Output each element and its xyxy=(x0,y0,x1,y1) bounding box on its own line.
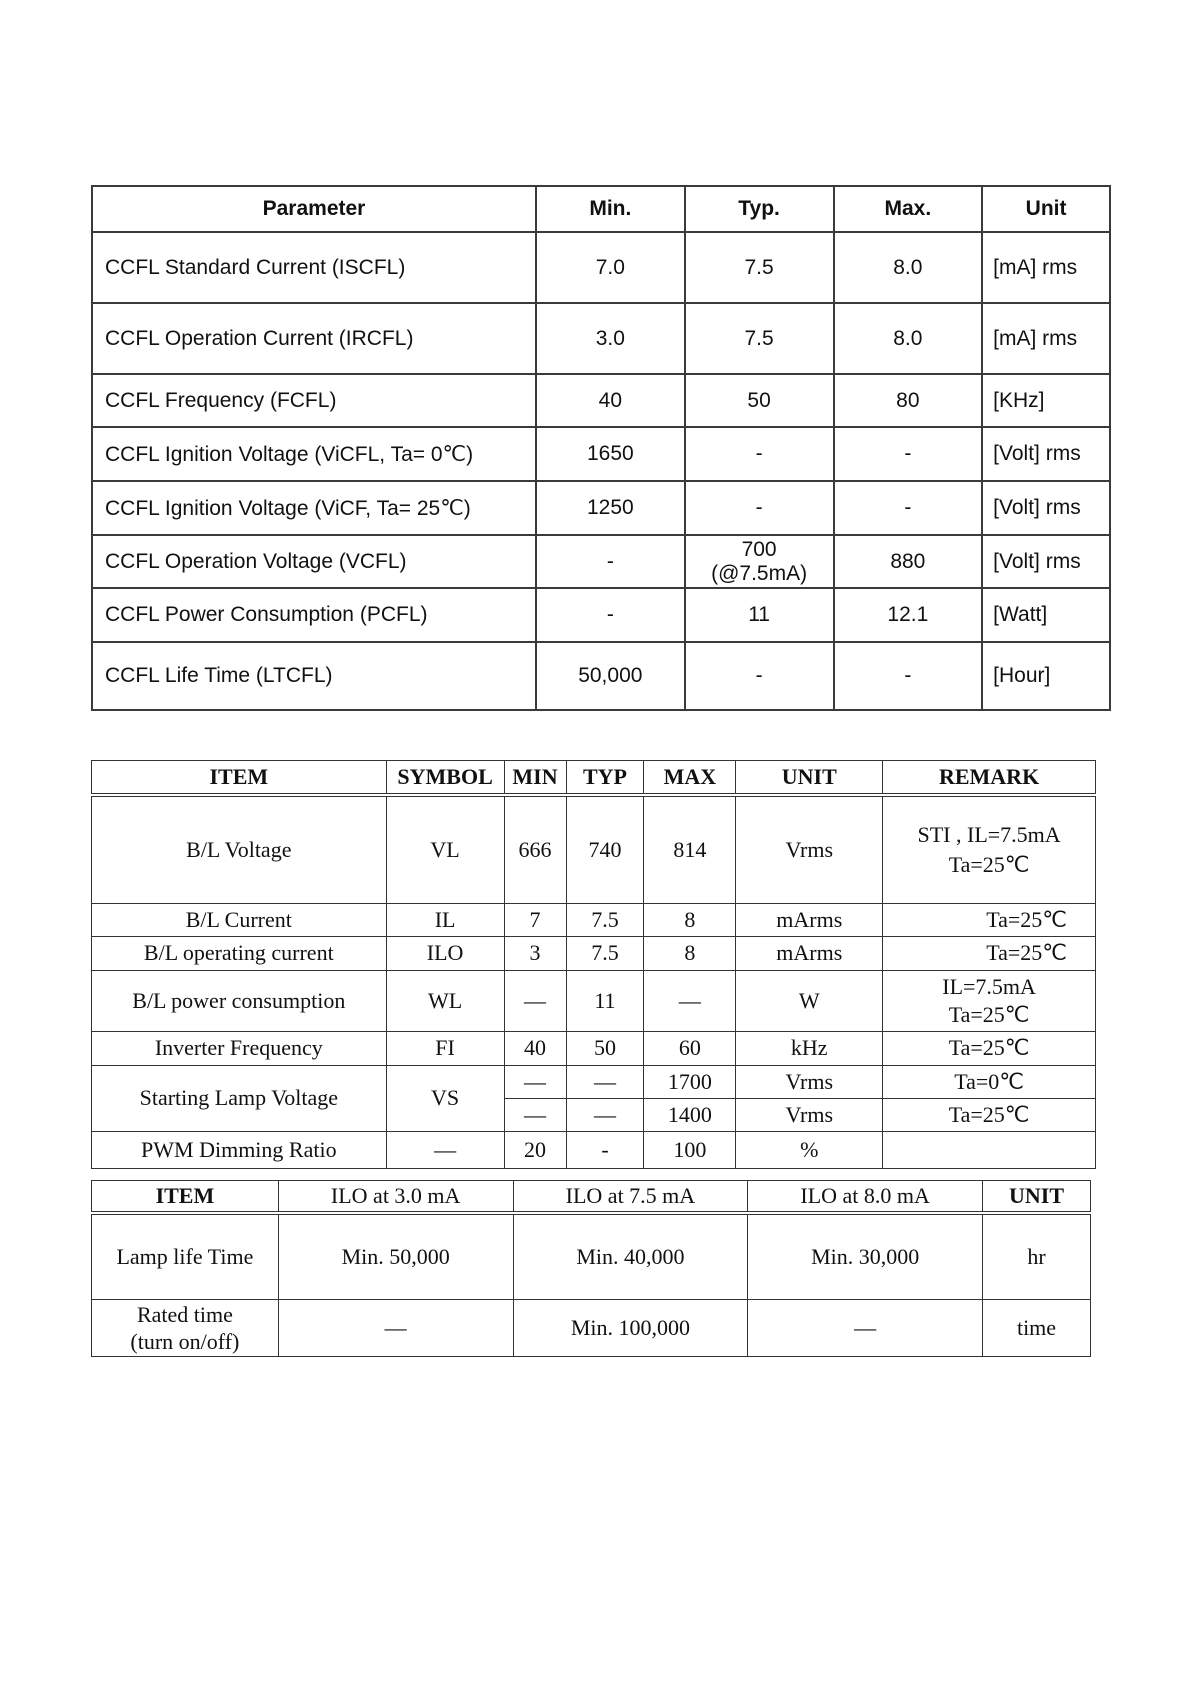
param-cell: CCFL Ignition Voltage (ViCFL, Ta= 0℃) xyxy=(92,427,536,481)
typ-cell: 740 xyxy=(566,795,644,903)
header-item: ITEM xyxy=(92,761,387,796)
header-ilo-8: ILO at 8.0 mA xyxy=(748,1181,983,1214)
header-unit: Unit xyxy=(982,186,1110,232)
header-remark: REMARK xyxy=(883,761,1096,796)
param-cell: CCFL Standard Current (ISCFL) xyxy=(92,232,536,303)
max-cell: 8 xyxy=(644,903,736,936)
header-max: MAX xyxy=(644,761,736,796)
param-cell: CCFL Operation Voltage (VCFL) xyxy=(92,535,536,588)
max-cell: - xyxy=(834,642,983,710)
remark-cell xyxy=(883,1131,1096,1168)
unit-cell: [mA] rms xyxy=(982,232,1110,303)
remark-cell: Ta=25℃ xyxy=(883,1098,1096,1131)
typ-cell: - xyxy=(685,642,834,710)
unit-cell: [Hour] xyxy=(982,642,1110,710)
typ-cell: - xyxy=(566,1131,644,1168)
table-row xyxy=(92,481,1110,535)
min-cell: 40 xyxy=(536,374,685,427)
unit-cell: Vrms xyxy=(736,1098,883,1131)
min-cell: 1650 xyxy=(536,427,685,481)
max-cell: 80 xyxy=(834,374,983,427)
value-cell: Min. 50,000 xyxy=(278,1213,513,1299)
symbol-cell: IL xyxy=(386,903,504,936)
table-row xyxy=(92,535,1110,588)
min-cell: - xyxy=(536,588,685,642)
remark-line: Ta=25℃ xyxy=(948,851,1030,877)
table-row xyxy=(92,1131,1096,1168)
table-row xyxy=(92,1299,1091,1356)
max-cell: - xyxy=(834,427,983,481)
value-cell: Min. 30,000 xyxy=(748,1213,983,1299)
typ-condition: (@7.5mA) xyxy=(711,561,808,585)
min-cell: — xyxy=(504,970,566,1031)
min-cell: 20 xyxy=(504,1131,566,1168)
unit-cell: hr xyxy=(983,1213,1091,1299)
unit-cell: [Volt] rms xyxy=(982,535,1110,588)
unit-cell: mArms xyxy=(736,903,883,936)
param-cell: CCFL Ignition Voltage (ViCF, Ta= 25℃) xyxy=(92,481,536,535)
typ-cell: 7.5 xyxy=(566,903,644,936)
symbol-cell: FI xyxy=(386,1031,504,1065)
min-cell: 40 xyxy=(504,1031,566,1065)
min-cell: 3 xyxy=(504,936,566,970)
header-ilo-3: ILO at 3.0 mA xyxy=(278,1181,513,1214)
header-symbol: SYMBOL xyxy=(386,761,504,796)
typ-cell: 50 xyxy=(685,374,834,427)
min-cell: - xyxy=(536,535,685,588)
unit-cell: kHz xyxy=(736,1031,883,1065)
table-row xyxy=(92,936,1096,970)
symbol-cell: VL xyxy=(386,795,504,903)
typ-cell: - xyxy=(685,481,834,535)
table-row xyxy=(92,903,1096,936)
max-cell: 60 xyxy=(644,1031,736,1065)
symbol-cell: — xyxy=(386,1131,504,1168)
remark-cell: Ta=0℃ xyxy=(883,1065,1096,1098)
table-row xyxy=(92,303,1110,374)
value-cell: Min. 100,000 xyxy=(513,1299,748,1356)
remark-line: Ta=25℃ xyxy=(948,1001,1030,1027)
unit-cell: % xyxy=(736,1131,883,1168)
unit-cell: time xyxy=(983,1299,1091,1356)
value-cell: Min. 40,000 xyxy=(513,1213,748,1299)
max-cell: 880 xyxy=(834,535,983,588)
max-cell: 1400 xyxy=(644,1098,736,1131)
item-cell: Inverter Frequency xyxy=(92,1031,387,1065)
symbol-cell: VS xyxy=(386,1065,504,1131)
table-row xyxy=(92,970,1096,1031)
remark-cell xyxy=(883,795,1096,903)
item-cell: B/L Voltage xyxy=(92,795,387,903)
value-cell: — xyxy=(278,1299,513,1356)
header-typ: Typ. xyxy=(685,186,834,232)
symbol-cell: ILO xyxy=(386,936,504,970)
typ-cell: 11 xyxy=(685,588,834,642)
table-row xyxy=(92,232,1110,303)
header-typ: TYP xyxy=(566,761,644,796)
unit-cell: W xyxy=(736,970,883,1031)
item-cell: Lamp life Time xyxy=(92,1213,279,1299)
table-row xyxy=(92,374,1110,427)
typ-cell: 7.5 xyxy=(685,303,834,374)
header-item: ITEM xyxy=(92,1181,279,1214)
item-line: Rated time xyxy=(136,1301,233,1327)
typ-cell xyxy=(685,535,834,588)
table-row xyxy=(92,1213,1091,1299)
value-cell: — xyxy=(748,1299,983,1356)
unit-cell: Vrms xyxy=(736,1065,883,1098)
header-ilo-7-5: ILO at 7.5 mA xyxy=(513,1181,748,1214)
max-cell: 100 xyxy=(644,1131,736,1168)
header-max: Max. xyxy=(834,186,983,232)
unit-cell: [KHz] xyxy=(982,374,1110,427)
param-cell: CCFL Power Consumption (PCFL) xyxy=(92,588,536,642)
unit-cell: [Volt] rms xyxy=(982,481,1110,535)
remark-line: IL=7.5mA xyxy=(942,973,1036,999)
ccfl-parameter-table xyxy=(91,185,1111,711)
unit-cell: Vrms xyxy=(736,795,883,903)
min-cell: 3.0 xyxy=(536,303,685,374)
typ-cell: 7.5 xyxy=(566,936,644,970)
item-line: (turn on/off) xyxy=(130,1328,240,1354)
max-cell: 8 xyxy=(644,936,736,970)
unit-cell: mArms xyxy=(736,936,883,970)
table-row xyxy=(92,795,1096,903)
max-cell: 8.0 xyxy=(834,303,983,374)
header-parameter: Parameter xyxy=(92,186,536,232)
max-cell: 12.1 xyxy=(834,588,983,642)
table-header-row xyxy=(92,1181,1091,1214)
typ-cell: 11 xyxy=(566,970,644,1031)
backlight-spec-table xyxy=(91,760,1096,1169)
typ-cell: - xyxy=(685,427,834,481)
unit-cell: [Watt] xyxy=(982,588,1110,642)
table-row xyxy=(92,1031,1096,1065)
param-cell: CCFL Frequency (FCFL) xyxy=(92,374,536,427)
typ-cell: — xyxy=(566,1098,644,1131)
max-cell: 814 xyxy=(644,795,736,903)
typ-cell: 7.5 xyxy=(685,232,834,303)
item-cell: PWM Dimming Ratio xyxy=(92,1131,387,1168)
item-cell xyxy=(92,1299,279,1356)
symbol-cell: WL xyxy=(386,970,504,1031)
table-row xyxy=(92,1065,1096,1098)
header-min: MIN xyxy=(504,761,566,796)
table-row xyxy=(92,588,1110,642)
typ-value: 700 xyxy=(741,537,777,561)
item-cell: B/L power consumption xyxy=(92,970,387,1031)
header-unit: UNIT xyxy=(736,761,883,796)
item-cell: B/L Current xyxy=(92,903,387,936)
table-row xyxy=(92,642,1110,710)
param-cell: CCFL Operation Current (IRCFL) xyxy=(92,303,536,374)
max-cell: — xyxy=(644,970,736,1031)
table-row xyxy=(92,427,1110,481)
min-cell: 666 xyxy=(504,795,566,903)
item-cell: B/L operating current xyxy=(92,936,387,970)
min-cell: 1250 xyxy=(536,481,685,535)
remark-cell: Ta=25℃ xyxy=(883,936,1096,970)
unit-cell: [mA] rms xyxy=(982,303,1110,374)
header-min: Min. xyxy=(536,186,685,232)
min-cell: — xyxy=(504,1065,566,1098)
typ-cell: — xyxy=(566,1065,644,1098)
table-header-row xyxy=(92,761,1096,796)
min-cell: — xyxy=(504,1098,566,1131)
min-cell: 7 xyxy=(504,903,566,936)
max-cell: - xyxy=(834,481,983,535)
typ-cell: 50 xyxy=(566,1031,644,1065)
min-cell: 7.0 xyxy=(536,232,685,303)
remark-cell: Ta=25℃ xyxy=(883,1031,1096,1065)
min-cell: 50,000 xyxy=(536,642,685,710)
param-cell: CCFL Life Time (LTCFL) xyxy=(92,642,536,710)
remark-cell: Ta=25℃ xyxy=(883,903,1096,936)
remark-line: STI , IL=7.5mA xyxy=(917,821,1061,847)
lamp-life-table xyxy=(91,1180,1091,1357)
remark-cell xyxy=(883,970,1096,1031)
max-cell: 8.0 xyxy=(834,232,983,303)
unit-cell: [Volt] rms xyxy=(982,427,1110,481)
max-cell: 1700 xyxy=(644,1065,736,1098)
item-cell: Starting Lamp Voltage xyxy=(92,1065,387,1131)
header-unit: UNIT xyxy=(983,1181,1091,1214)
table-header-row xyxy=(92,186,1110,232)
